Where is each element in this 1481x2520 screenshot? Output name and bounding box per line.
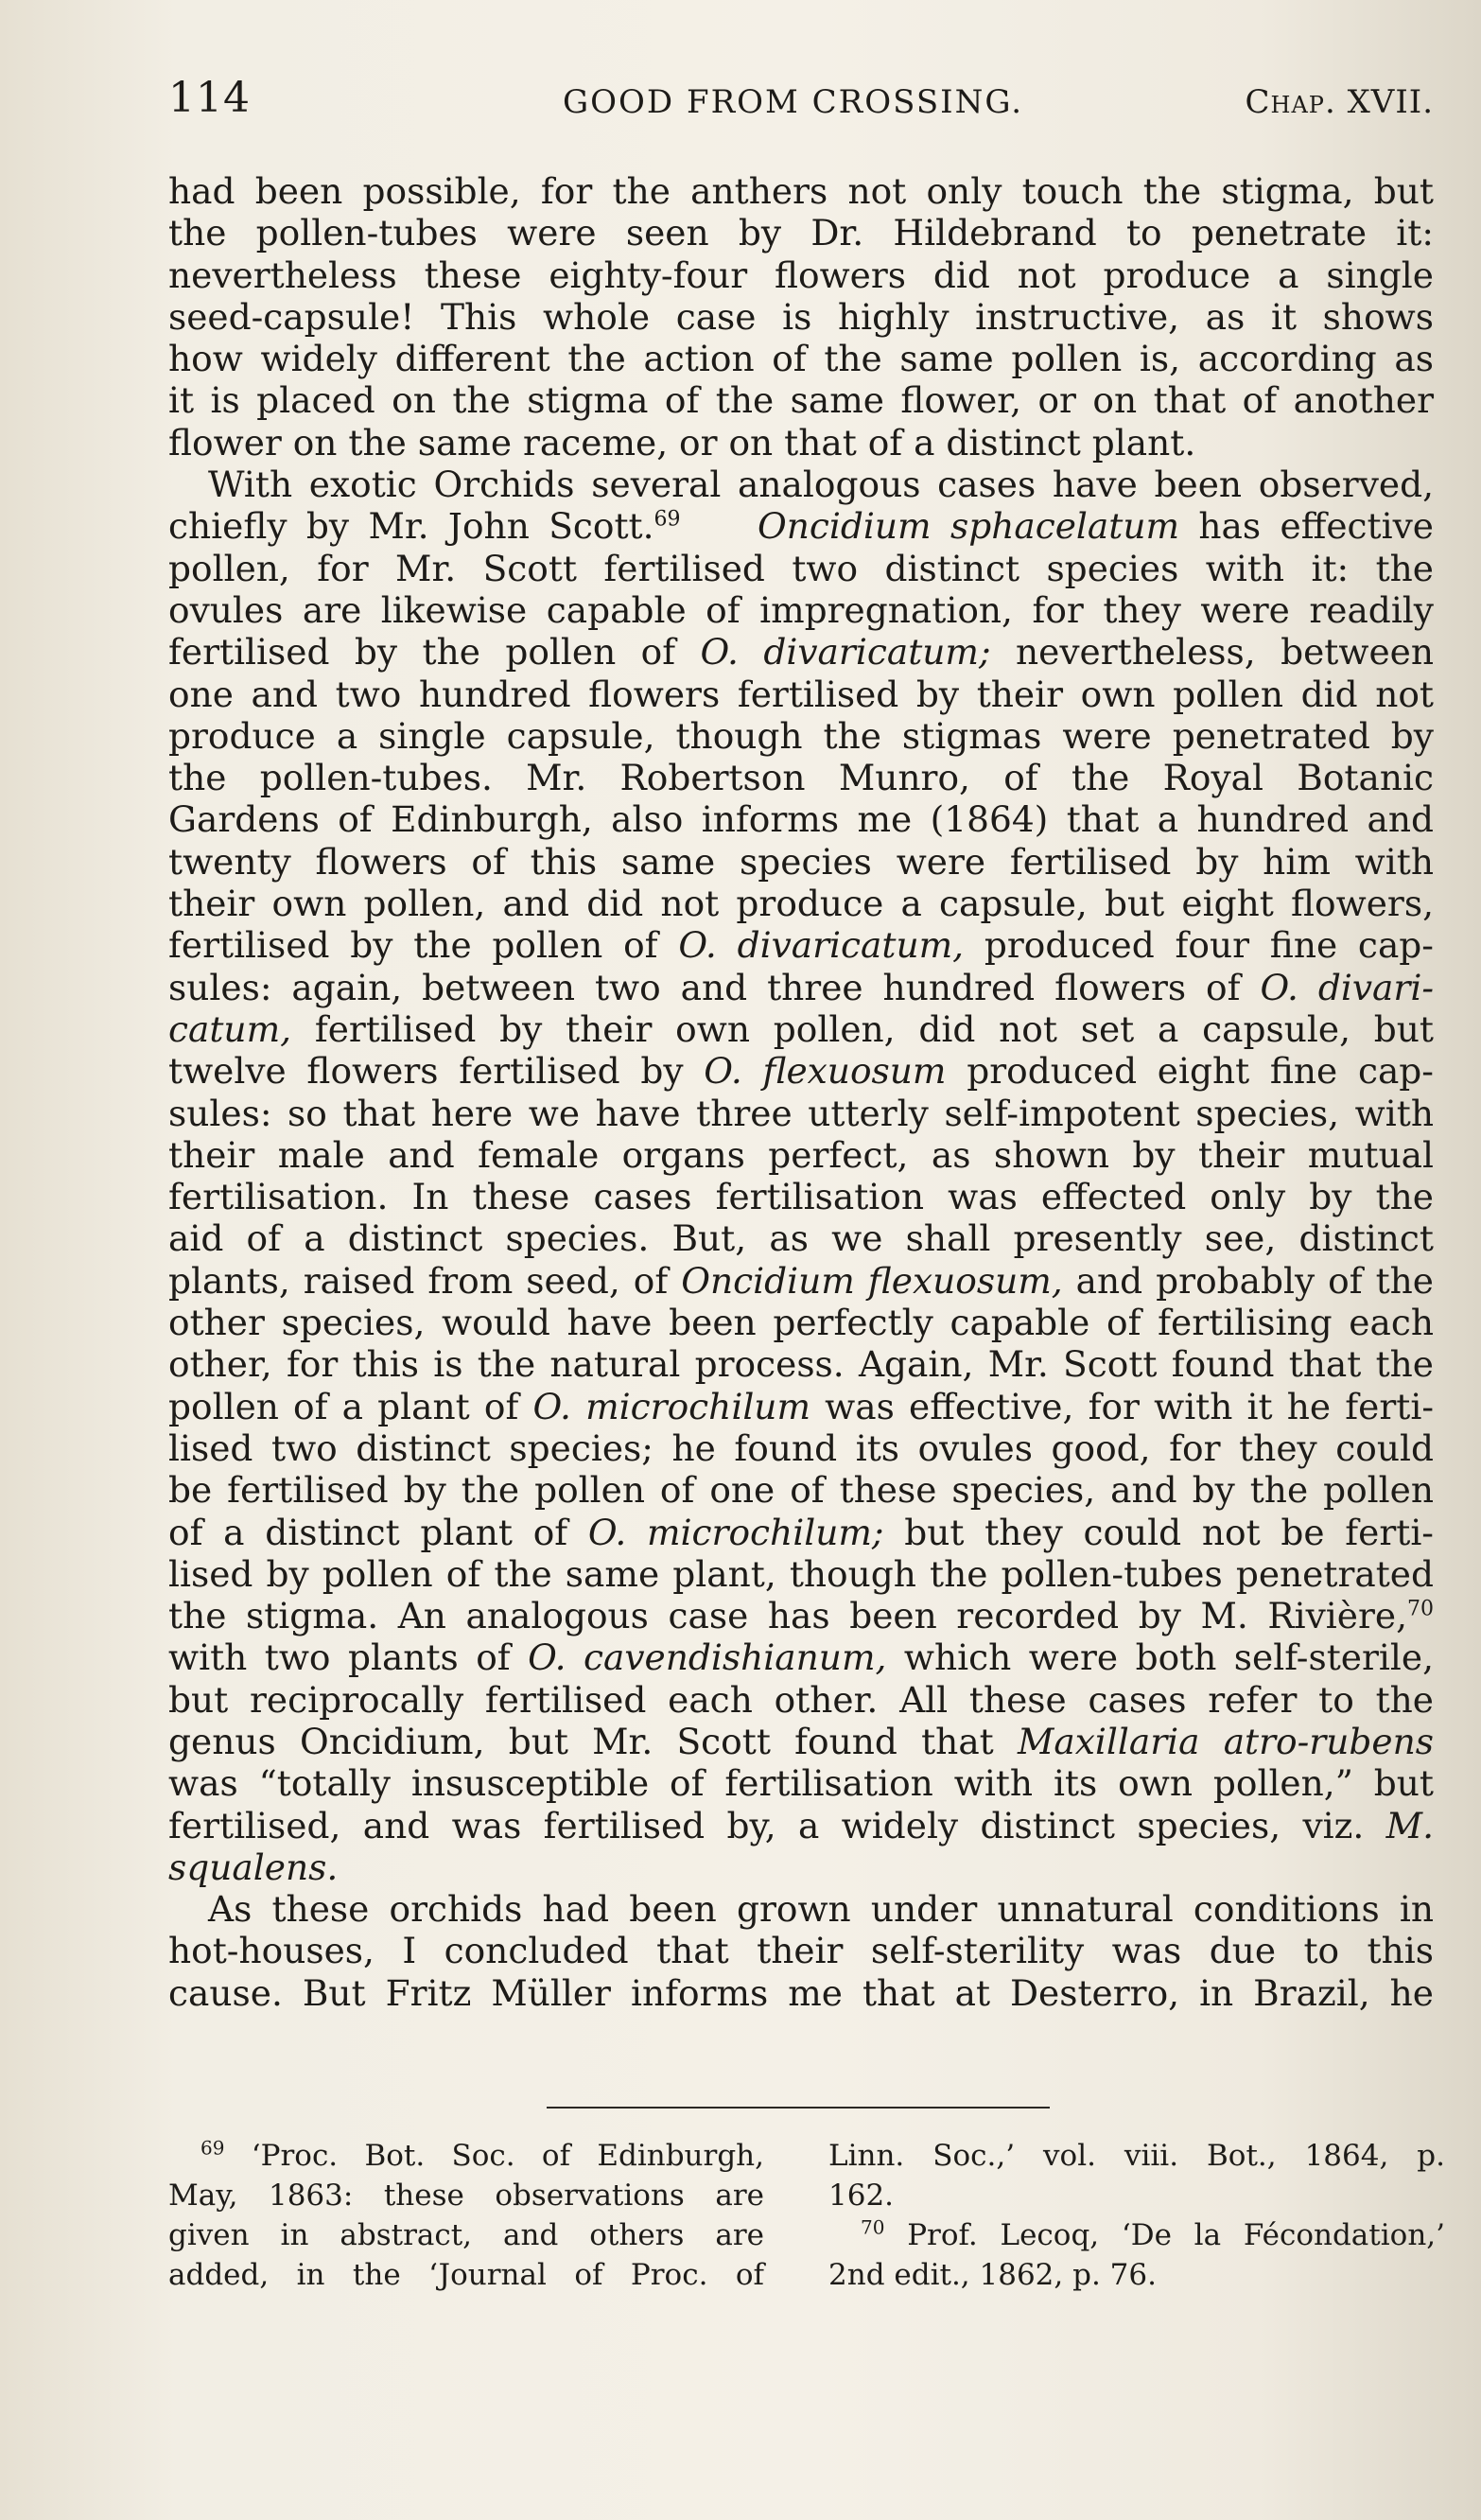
text-line bbox=[168, 1721, 1434, 1762]
text-line: fertilisation. In these cases fertilisation was effected only by the bbox=[168, 1176, 1434, 1218]
text-span: has effective bbox=[1179, 505, 1434, 548]
text-line bbox=[168, 1386, 1434, 1427]
text-line bbox=[168, 505, 1434, 547]
text-span: but they could not be ferti- bbox=[883, 1511, 1434, 1553]
footnote-line: May, 1863: these observations are bbox=[168, 2179, 764, 2213]
text-line: aid of a distinct species. But, as we shall presently see, distinct bbox=[168, 1217, 1434, 1260]
text-line bbox=[168, 1260, 1434, 1302]
text-span: produced four fine cap- bbox=[964, 924, 1434, 967]
species-name: O. microchilum; bbox=[587, 1511, 884, 1553]
text-line bbox=[168, 1846, 1434, 1888]
text-line: ovules are likewise capable of impregnation, for they were readily bbox=[168, 588, 1434, 631]
species-name: O. cavendishianum, bbox=[528, 1636, 887, 1679]
text-span: fertilised by the pollen of bbox=[168, 631, 701, 674]
species-name: Oncidium sphacelatum bbox=[758, 505, 1180, 548]
footnote-line: given in abstract, and others are bbox=[168, 2218, 764, 2252]
text-span: twelve flowers fertilised by bbox=[168, 1050, 705, 1093]
species-name: O. divaricatum, bbox=[678, 924, 965, 967]
footnote-column-right bbox=[828, 2136, 1445, 2295]
footnote-line bbox=[168, 2136, 764, 2176]
text-line bbox=[168, 1636, 1434, 1678]
footnote-divider bbox=[547, 2107, 1050, 2109]
text-span: was effective, for with it he ferti- bbox=[810, 1385, 1434, 1427]
text-line bbox=[168, 1050, 1434, 1092]
text-line: Gardens of Edinburgh, also informs me (1864) that a hundred and bbox=[168, 798, 1434, 841]
species-name: Maxillaria atro-rubens bbox=[1017, 1720, 1434, 1762]
text-span: pollen of a plant of bbox=[168, 1385, 533, 1427]
footnote-line: added, in the ‘Journal of Proc. of bbox=[168, 2258, 764, 2292]
page-header bbox=[168, 74, 1434, 131]
footnote-line: Linn. Soc.,’ vol. viii. Bot., 1864, p. bbox=[828, 2139, 1445, 2173]
text-line: was “totally insusceptible of fertilisation with its own pollen,” but bbox=[168, 1762, 1434, 1805]
text-span: which were both self-sterile, bbox=[886, 1636, 1434, 1679]
body-text bbox=[168, 170, 1434, 2014]
text-line: With exotic Orchids several analogous cases have been observed, bbox=[208, 464, 1434, 506]
text-line bbox=[168, 924, 1434, 966]
text-line: their male and female organs perfect, as shown by their mutual bbox=[168, 1133, 1434, 1176]
text-span: genus Oncidium, but Mr. Scott found that bbox=[168, 1720, 1018, 1762]
paragraph bbox=[168, 464, 1434, 1888]
text-line: pollen, for Mr. Scott fertilised two distinct species with it: the bbox=[168, 547, 1434, 589]
text-line bbox=[168, 1512, 1434, 1553]
footnote-line bbox=[828, 2215, 1445, 2255]
text-span: with two plants of bbox=[168, 1636, 529, 1679]
text-span: ‘Proc. Bot. Soc. of Edinburgh, bbox=[251, 2139, 764, 2173]
text-line: seed-capsule! This whole case is highly instructive, as it shows bbox=[168, 295, 1434, 338]
text-line: the pollen-tubes were seen by Dr. Hildebrand to penetrate it: bbox=[168, 212, 1434, 254]
text-line: flower on the same raceme, or on that of a distinct plant. bbox=[168, 421, 1196, 464]
text-line: hot-houses, I concluded that their self-sterility was due to this bbox=[168, 1930, 1434, 1972]
text-line: had been possible, for the anthers not only touch the stigma, but bbox=[168, 170, 1434, 212]
text-span: Prof. Lecoq, ‘De la Fécondation,’ bbox=[907, 2218, 1445, 2252]
text-line: produce a single capsule, though the stigmas were penetrated by bbox=[168, 714, 1434, 757]
text-line bbox=[168, 967, 1434, 1008]
text-line: one and two hundred flowers fertilised by their own pollen did not bbox=[168, 673, 1434, 715]
text-line: other, for this is the natural process. Again, Mr. Scott found that the bbox=[168, 1343, 1434, 1386]
footnote-line: 162. bbox=[828, 2179, 895, 2213]
text-line bbox=[168, 1805, 1434, 1846]
text-span: fertilised, and was fertilised by, a widely distinct species, viz. bbox=[168, 1804, 1386, 1846]
text-span: nevertheless, between bbox=[990, 631, 1434, 674]
text-line: As these orchids had been grown under unnatural conditions in bbox=[208, 1888, 1434, 1931]
species-name: M. bbox=[1385, 1804, 1434, 1846]
text-line: lised by pollen of the same plant, though the pollen-tubes penetrated bbox=[168, 1552, 1434, 1595]
text-line: cause. But Fritz Müller informs me that at Desterro, in Brazil, he bbox=[168, 1971, 1434, 2014]
text-line bbox=[168, 631, 1434, 673]
text-span: the stigma. An analogous case has been recorded by M. Rivière, bbox=[168, 1595, 1407, 1637]
text-span: of a distinct plant of bbox=[168, 1511, 588, 1553]
text-line: but reciprocally fertilised each other. All these cases refer to the bbox=[168, 1678, 1434, 1721]
text-span: chiefly by Mr. John Scott. bbox=[168, 505, 654, 548]
species-name: catum, bbox=[168, 1007, 292, 1050]
page-number: 114 bbox=[168, 74, 251, 122]
species-name: O. flexuosum bbox=[704, 1050, 947, 1093]
species-name: O. microchilum bbox=[532, 1385, 811, 1427]
text-line: it is placed on the stigma of the same flower, or on that of another bbox=[168, 379, 1434, 422]
species-name: Oncidium flexuosum, bbox=[681, 1259, 1063, 1302]
text-line bbox=[168, 1008, 1434, 1050]
footnote-ref-70[interactable]: 70 bbox=[1407, 1597, 1434, 1621]
text-span: and probably of the bbox=[1062, 1259, 1434, 1302]
text-span: sules: again, between two and three hundred flowers of bbox=[168, 966, 1261, 1008]
text-line bbox=[168, 1595, 1434, 1636]
text-line: the pollen-tubes. Mr. Robertson Munro, of the Royal Botanic bbox=[168, 757, 1434, 799]
species-name: O. divaricatum; bbox=[700, 631, 991, 674]
footnote-marker-69: 69 bbox=[200, 2136, 225, 2160]
text-span: produced eight fine cap- bbox=[946, 1050, 1434, 1093]
paragraph bbox=[168, 170, 1434, 464]
footnote-line: 2nd edit., 1862, p. 76. bbox=[828, 2258, 1157, 2292]
text-span: fertilised by the pollen of bbox=[168, 924, 679, 967]
species-name: squalens. bbox=[168, 1846, 339, 1888]
paragraph bbox=[168, 1888, 1434, 2014]
text-line: sules: so that here we have three utterly self-impotent species, with bbox=[168, 1092, 1434, 1134]
text-line: be fertilised by the pollen of one of these species, and by the pollen bbox=[168, 1469, 1434, 1512]
text-line: other species, would have been perfectly capable of fertilising each bbox=[168, 1302, 1434, 1344]
text-line: their own pollen, and did not produce a capsule, but eight flowers, bbox=[168, 883, 1434, 925]
chapter-label: Chap. XVII. bbox=[1245, 83, 1434, 121]
text-line: twenty flowers of this same species were fertilised by him with bbox=[168, 840, 1434, 883]
species-name: O. divari- bbox=[1260, 966, 1434, 1008]
footnote-ref-69[interactable]: 69 bbox=[653, 507, 681, 532]
text-span: plants, raised from seed, of bbox=[168, 1259, 682, 1302]
footnote-column-left bbox=[168, 2136, 764, 2295]
text-span: fertilised by their own pollen, did not set a capsule, but bbox=[291, 1007, 1434, 1050]
text-line: nevertheless these eighty-four flowers did not produce a single bbox=[168, 254, 1434, 296]
footnote-marker-70: 70 bbox=[861, 2215, 885, 2239]
text-line: how widely different the action of the same pollen is, according as bbox=[168, 338, 1434, 380]
text-line: lised two distinct species; he found its ovules good, for they could bbox=[168, 1426, 1434, 1469]
running-title: GOOD FROM CROSSING. bbox=[563, 83, 1024, 121]
